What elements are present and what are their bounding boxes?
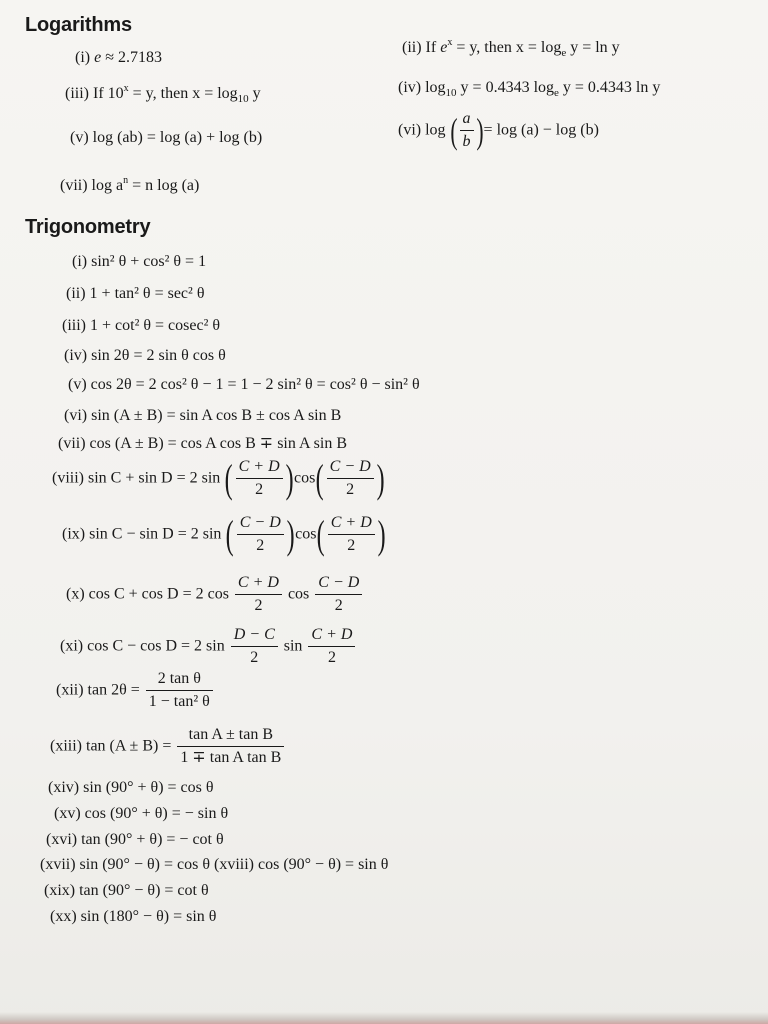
- formula-label: (vii): [58, 435, 86, 452]
- formula-label: (iv) log: [398, 79, 446, 96]
- fraction-denominator: 2: [256, 537, 265, 555]
- trig-formula-2: [66, 286, 205, 302]
- formula-label: (vii) log a: [60, 177, 124, 194]
- formula-label: (x): [66, 585, 85, 603]
- fraction-denominator: 2: [255, 481, 264, 499]
- formula-rel: ≈: [101, 49, 118, 66]
- trig-formula-3: [62, 318, 220, 334]
- formula-label: (ix): [62, 525, 86, 543]
- formula-lhs: sin C + sin D = 2 sin: [88, 469, 221, 487]
- trig-formula-19: [44, 883, 209, 899]
- trig-formula-5: [68, 377, 420, 393]
- formula-label: (i): [75, 49, 91, 66]
- fraction-denominator: 2: [254, 597, 263, 615]
- fraction-denominator: 2: [346, 481, 355, 499]
- fraction: [177, 726, 284, 768]
- fraction: [235, 574, 282, 616]
- formula-tail: y: [248, 85, 261, 102]
- formula-expression: 1 + tan² θ = sec² θ: [89, 285, 205, 302]
- page-bottom-edge: [0, 1012, 768, 1024]
- formula-expression: sin² θ + cos² θ = 1: [91, 253, 207, 270]
- fraction-numerator: a: [460, 110, 474, 131]
- log-formula-3: [65, 83, 261, 105]
- formula-expression: sin 2θ = 2 sin θ cos θ: [91, 347, 226, 364]
- right-paren-icon: ): [286, 511, 295, 557]
- formula-label: (xviii): [213, 856, 254, 873]
- formula-exponent: x: [447, 37, 453, 48]
- formula-expression: tan (90° + θ) = − cot θ: [81, 831, 224, 848]
- trig-formula-20: [50, 909, 216, 925]
- formula-subscript: 10: [445, 87, 457, 99]
- fraction-numerator: C + D: [308, 626, 355, 647]
- trig-formula-9: [62, 511, 386, 557]
- formula-label: (ii): [66, 285, 86, 302]
- formula-subscript: e: [561, 47, 567, 59]
- formula-expression: 1 + cot² θ = cosec² θ: [90, 317, 221, 334]
- formula-expression: tan (90° − θ) = cot θ: [79, 882, 209, 899]
- formula-lhs: e: [94, 49, 102, 66]
- formula-label: (iii) If: [65, 85, 108, 102]
- formula-label: (xi): [60, 637, 84, 655]
- left-paren-icon: (: [449, 110, 458, 151]
- left-paren-icon: (: [224, 455, 233, 501]
- trig-formula-15: [54, 806, 228, 822]
- formula-lhs: cos C − cos D = 2 sin: [87, 637, 225, 655]
- formula-mid: cos: [287, 585, 310, 603]
- fraction-numerator: 2 tan θ: [146, 670, 213, 691]
- formula-tail: y = 0.4343 ln y: [558, 79, 661, 96]
- formula-mid: = y, then x = log: [452, 39, 562, 56]
- trig-formula-7: [58, 436, 347, 452]
- fraction-numerator: D − C: [231, 626, 278, 647]
- trig-formula-10: [66, 574, 364, 616]
- trig-formula-1: [72, 254, 206, 270]
- fraction-numerator: C + D: [235, 574, 282, 595]
- left-paren-icon: (: [317, 511, 326, 557]
- log-formula-2: [402, 37, 620, 59]
- trig-formula-13: [50, 726, 286, 768]
- formula-label: (xiii): [50, 737, 82, 755]
- log-formula-6: [398, 110, 599, 152]
- left-paren-icon: (: [315, 455, 324, 501]
- fraction-denominator: b: [462, 133, 471, 151]
- fraction-numerator: C − D: [315, 574, 362, 595]
- trig-formula-17: [40, 857, 388, 873]
- formula-label: (xiv): [48, 779, 80, 796]
- formula-label: (xvi): [46, 831, 78, 848]
- trig-formula-16: [46, 832, 224, 848]
- right-paren-icon: ): [377, 511, 386, 557]
- formula-expression: sin (90° − θ) = cos θ: [79, 856, 210, 873]
- formula-label: (v): [70, 129, 89, 146]
- fraction: [146, 670, 213, 712]
- fraction-denominator: 2: [347, 537, 356, 555]
- trig-formula-4: [64, 348, 226, 364]
- formula-mid: cos: [293, 469, 316, 487]
- formula-rhs: 2.7183: [118, 49, 162, 66]
- fraction: [236, 458, 283, 500]
- fraction-numerator: C − D: [327, 458, 374, 479]
- formula-expression: sin (90° + θ) = cos θ: [83, 779, 214, 796]
- fraction-denominator: 2: [327, 649, 336, 667]
- formula-lhs: tan (A ± B) =: [86, 737, 172, 755]
- formula-tail: y = ln y: [566, 39, 620, 56]
- trig-formula-12: [56, 670, 215, 712]
- right-paren-icon: ): [376, 455, 385, 501]
- left-paren-icon: (: [226, 511, 235, 557]
- fraction: [231, 626, 278, 668]
- formula-label: (viii): [52, 469, 84, 487]
- formula-label: (iii): [62, 317, 86, 334]
- fraction-denominator: 1 ∓ tan A tan B: [180, 749, 282, 767]
- formula-subscript: 10: [237, 93, 249, 105]
- trig-formula-14: [48, 780, 214, 796]
- formula-expression: cos 2θ = 2 cos² θ − 1 = 1 − 2 sin² θ = cos² θ − sin² θ: [90, 376, 420, 393]
- formula-expression: cos (90° + θ) = − sin θ: [84, 805, 229, 822]
- fraction-denominator: 2: [250, 649, 259, 667]
- formula-label: (vi): [64, 407, 88, 424]
- log-formula-7: [60, 175, 200, 194]
- fraction-numerator: tan A ± tan B: [177, 726, 284, 747]
- fraction-denominator: 2: [334, 597, 343, 615]
- formula-mid: cos: [295, 525, 317, 543]
- formula-expression: log (ab) = log (a) + log (b): [92, 129, 263, 146]
- formula-base: 10: [107, 85, 124, 102]
- formula-mid: y = 0.4343 log: [456, 79, 555, 96]
- formula-label: (xvii): [40, 856, 76, 873]
- trig-formula-11: [60, 626, 357, 668]
- fraction-numerator: C − D: [237, 514, 284, 535]
- formula-lhs: tan 2θ =: [87, 681, 140, 699]
- formula-expression: cos (90° − θ) = sin θ: [257, 856, 389, 873]
- formula-subscript: e: [554, 87, 559, 99]
- formula-label: (vi) log: [398, 121, 446, 139]
- formula-label: (xx): [50, 908, 77, 925]
- trigonometry-heading: Trigonometry: [25, 216, 151, 238]
- formula-label: (v): [68, 376, 87, 393]
- trig-formula-6: [64, 408, 341, 424]
- formula-label: (xix): [44, 882, 76, 899]
- fraction: [460, 110, 474, 152]
- formula-label: (iv): [64, 347, 88, 364]
- log-formula-5: [70, 130, 262, 146]
- fraction: [328, 514, 375, 556]
- fraction-numerator: C + D: [328, 514, 375, 535]
- formula-lhs: cos C + cos D = 2 cos: [88, 585, 229, 603]
- fraction: [315, 574, 362, 616]
- log-formula-4: [398, 79, 661, 99]
- formula-exponent: x: [123, 83, 129, 94]
- formula-label: (xii): [56, 681, 84, 699]
- formula-expression: cos (A ± B) = cos A cos B ∓ sin A sin B: [89, 435, 348, 452]
- formula-label: (ii) If: [402, 39, 441, 56]
- trig-formula-8: [52, 455, 385, 501]
- formula-label: (i): [72, 253, 88, 270]
- formula-lhs: sin C − sin D = 2 sin: [89, 525, 222, 543]
- formula-tail: = n log (a): [128, 177, 200, 194]
- formula-tail: = log (a) − log (b): [483, 121, 599, 139]
- logarithms-heading: Logarithms: [25, 14, 132, 36]
- formula-mid: sin: [283, 637, 303, 655]
- fraction-numerator: C + D: [236, 458, 283, 479]
- formula-mid: = y, then x = log: [128, 85, 238, 102]
- fraction-denominator: 1 − tan² θ: [148, 693, 210, 711]
- formula-expression: sin (180° − θ) = sin θ: [80, 908, 217, 925]
- right-paren-icon: ): [475, 110, 484, 151]
- fraction: [237, 514, 284, 556]
- formula-label: (xv): [54, 805, 81, 822]
- fraction: [327, 458, 374, 500]
- log-formula-1: [75, 50, 162, 66]
- fraction: [308, 626, 355, 668]
- formula-base: e: [440, 39, 448, 56]
- formula-expression: sin (A ± B) = sin A cos B ± cos A sin B: [91, 407, 342, 424]
- right-paren-icon: ): [285, 455, 294, 501]
- formula-exponent: n: [123, 175, 129, 186]
